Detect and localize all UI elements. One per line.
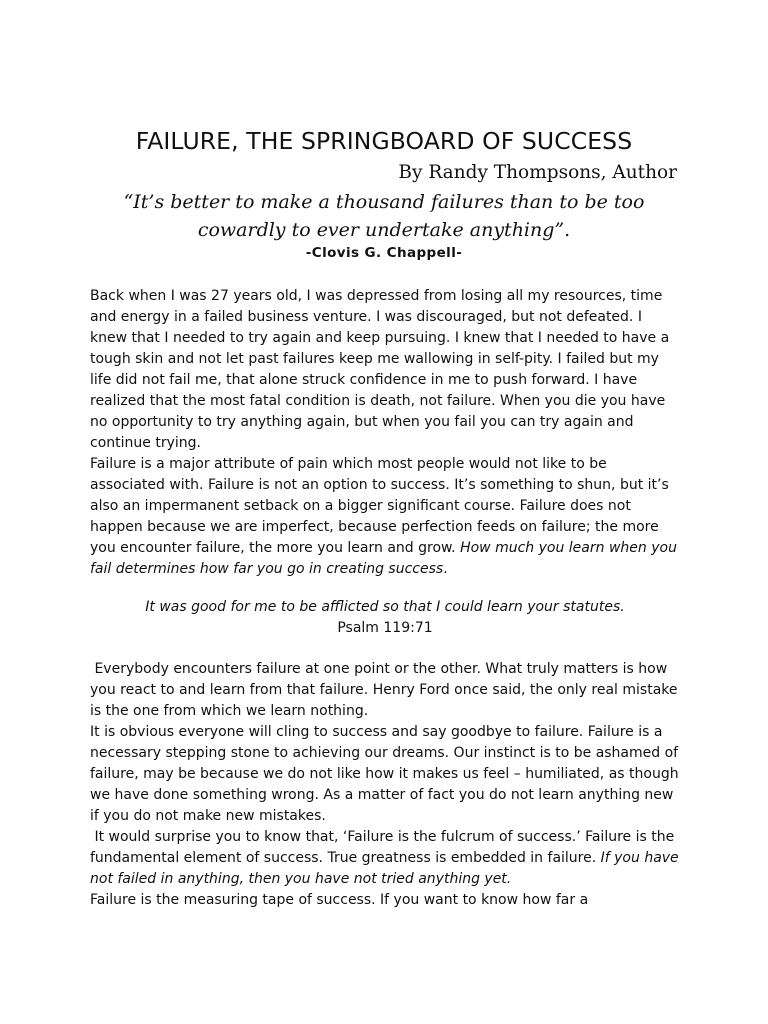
punctuation: . bbox=[443, 561, 448, 577]
author-byline: By Randy Thompsons, Author bbox=[398, 162, 677, 183]
paragraph bbox=[90, 454, 680, 580]
quote-attribution: -Clovis G. Chappell- bbox=[305, 245, 463, 261]
scripture-block bbox=[90, 597, 680, 639]
paragraph: Everybody encounters failure at one point or the other. What truly matters is how you react to and learn from that failure. Henry Ford once said, the only real mistake is the one from which we learn nothing. bbox=[90, 661, 682, 719]
scripture-text: It was good for me to be afflicted so that I could learn your statutes. bbox=[145, 599, 625, 615]
scripture-quote bbox=[90, 597, 680, 618]
paragraph bbox=[90, 827, 680, 890]
page-title: FAILURE, THE SPRINGBOARD OF SUCCESS bbox=[135, 127, 633, 155]
body-section-2 bbox=[90, 659, 680, 911]
paragraph: It is obvious everyone will cling to success and say goodbye to failure. Failure is a necessary stepping stone to achieving our dreams. Our instinct is to be ashamed of failure, may be because we do not like how it makes us feel – humiliated, as though we have done something wrong. As a matter of fact you do not learn anything new if you do not make new mistakes. bbox=[90, 724, 679, 824]
paragraph: Failure is the measuring tape of success. If you want to know how far a bbox=[90, 892, 589, 908]
body-section-1 bbox=[90, 286, 680, 580]
paragraph: Back when I was 27 years old, I was depressed from losing all my resources, time and energy in a failed business venture. I was discouraged, but not defeated. I knew that I needed to try again and keep pursuing. I knew that I needed to have a tough skin and not let past failures keep me wallowing in self-pity. I failed but my life did not fail me, that alone struck confidence in me to push forward. I have realized that the most fatal condition is death, not failure. When you die you have no opportunity to try anything again, but when you fail you can try again and continue trying. bbox=[90, 288, 670, 451]
emphasized-text: How much you learn when you fail determines how far you go in creating success bbox=[90, 540, 677, 577]
emphasized-text: If you have not failed in anything, then you have not tried anything yet. bbox=[90, 850, 679, 887]
scripture-reference: Psalm 119:71 bbox=[337, 620, 433, 636]
paragraph-text: It would surprise you to know that, ‘Failure is the fulcrum of success.’ Failure is the fundamental element of success. True greatness is embedded in failure. bbox=[90, 829, 679, 866]
paragraph-text: Failure is a major attribute of pain which most people would not like to be associated with. Failure is not an option to success. It’s something to shun, but it’s also an impermanent setback on a bigger significant course. Failure does not happen because we are imperfect, because perfection feeds on failure; the more you encounter failure, the more you learn and grow. bbox=[90, 456, 669, 556]
epigraph-quote: “It’s better to make a thousand failures than to be too cowardly to ever undertake anything”. bbox=[123, 191, 645, 241]
